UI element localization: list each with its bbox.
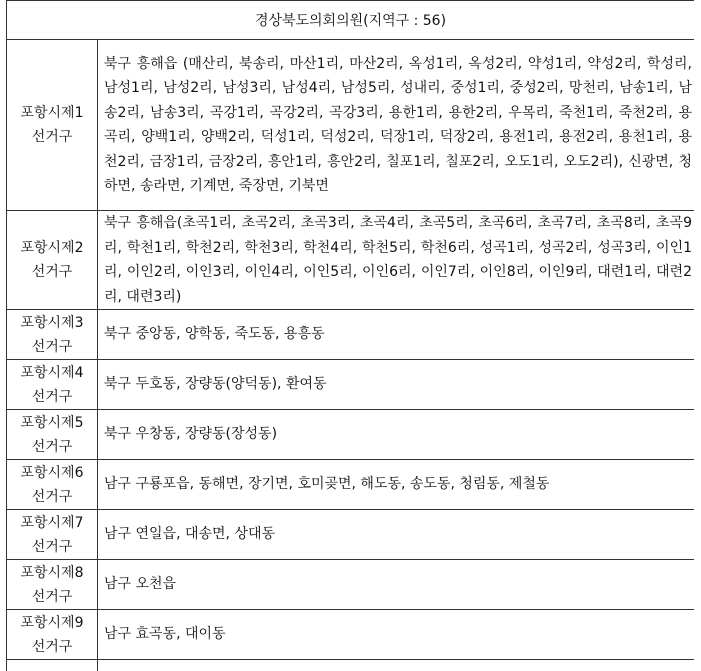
- district-name-cell: [7, 40, 98, 211]
- district-name-cell: [7, 360, 98, 410]
- district-name-cell: [7, 211, 98, 310]
- district-name: 포항시제1: [20, 105, 84, 121]
- district-name-cell: [7, 660, 98, 671]
- district-areas: 북구 흥해읍 (매산리, 북송리, 마산1리, 마산2리, 옥성1리, 옥성2리, 약성1리, 약성2리, 학성리, 남성1리, 남성2리, 남성3리, 남성4리, 남성5리, 성내리, 중성1리, 중성2리, 망천리, 남송1리, 남송2리, 남송3리, 곡강1리, 곡강2리, 곡강3리, 용한1리, 용한2리, 우목리, 죽천1리, 죽천2리, 용곡리, 양백1리, 양백2리, 덕성1리, 덕성2리, 덕장1리, 덕장2리, 용전1리, 용전2리, 용천1리, 용천2리, 금장1리, 금장2리, 흥안1리, 흥안2리, 칠포1리, 칠포2리, 오도1리, 오도2리), 신광면, 청하면, 송라면, 기계면, 죽장면, 기북면: [98, 40, 695, 211]
- district-name-cell: [7, 510, 98, 560]
- table-header-row: [7, 1, 695, 40]
- district-suffix: 선거구: [31, 488, 73, 505]
- district-areas: 북구 우창동, 장량동(장성동): [98, 410, 695, 460]
- table-row: [7, 360, 695, 410]
- district-name-cell: [7, 560, 98, 610]
- table-row-continuation: [7, 660, 695, 671]
- district-areas: 남구 연일읍, 대송면, 상대동: [98, 510, 695, 560]
- district-name-cell: [7, 610, 98, 660]
- district-name-cell: [7, 310, 98, 360]
- district-areas: [98, 660, 695, 671]
- district-name: 포항시제8: [20, 564, 84, 581]
- table-row: [7, 211, 695, 310]
- district-name: 포항시제2: [20, 240, 84, 256]
- table-row: [7, 510, 695, 560]
- table-title: 경상북도의회의원(지역구 : 56): [7, 1, 695, 40]
- table-row: [7, 610, 695, 660]
- district-table-page: [6, 0, 694, 671]
- district-name: 포항시제4: [20, 364, 84, 381]
- district-suffix: 선거구: [31, 588, 73, 605]
- district-suffix: 선거구: [31, 388, 73, 405]
- district-suffix: 선거구: [31, 264, 73, 280]
- district-suffix: 선거구: [31, 129, 73, 145]
- district-name: 포항시제3: [20, 314, 84, 331]
- district-suffix: 선거구: [31, 638, 73, 655]
- district-suffix: 선거구: [31, 438, 73, 455]
- table-row: [7, 410, 695, 460]
- table-row: [7, 460, 695, 510]
- district-areas: 북구 흥해읍(초곡1리, 초곡2리, 초곡3리, 초곡4리, 초곡5리, 초곡6리, 초곡7리, 초곡8리, 초곡9리, 학천1리, 학천2리, 학천3리, 학천4리, 학천5리, 학천6리, 성곡1리, 성곡2리, 성곡3리, 이인1리, 이인2리, 이인3리, 이인4리, 이인5리, 이인6리, 이인7리, 이인8리, 이인9리, 대련1리, 대련2리, 대련3리): [98, 211, 695, 310]
- table-row: [7, 40, 695, 211]
- table-row: [7, 560, 695, 610]
- district-areas: 남구 효곡동, 대이동: [98, 610, 695, 660]
- district-name-cell: [7, 410, 98, 460]
- district-name: 포항시제7: [20, 514, 84, 531]
- district-areas: 북구 두호동, 장량동(양덕동), 환여동: [98, 360, 695, 410]
- district-name: 포항시제5: [20, 414, 84, 431]
- district-suffix: 선거구: [31, 538, 73, 555]
- district-areas: 남구 구룡포읍, 동해면, 장기면, 호미곶면, 해도동, 송도동, 청림동, 제철동: [98, 460, 695, 510]
- district-name: 포항시제6: [20, 464, 84, 481]
- district-name-cell: [7, 460, 98, 510]
- district-areas: 북구 중앙동, 양학동, 죽도동, 용흥동: [98, 310, 695, 360]
- district-name: 포항시제9: [20, 614, 84, 631]
- table-row: [7, 310, 695, 360]
- district-suffix: 선거구: [31, 338, 73, 355]
- district-table: [6, 0, 694, 671]
- district-areas: 남구 오천읍: [98, 560, 695, 610]
